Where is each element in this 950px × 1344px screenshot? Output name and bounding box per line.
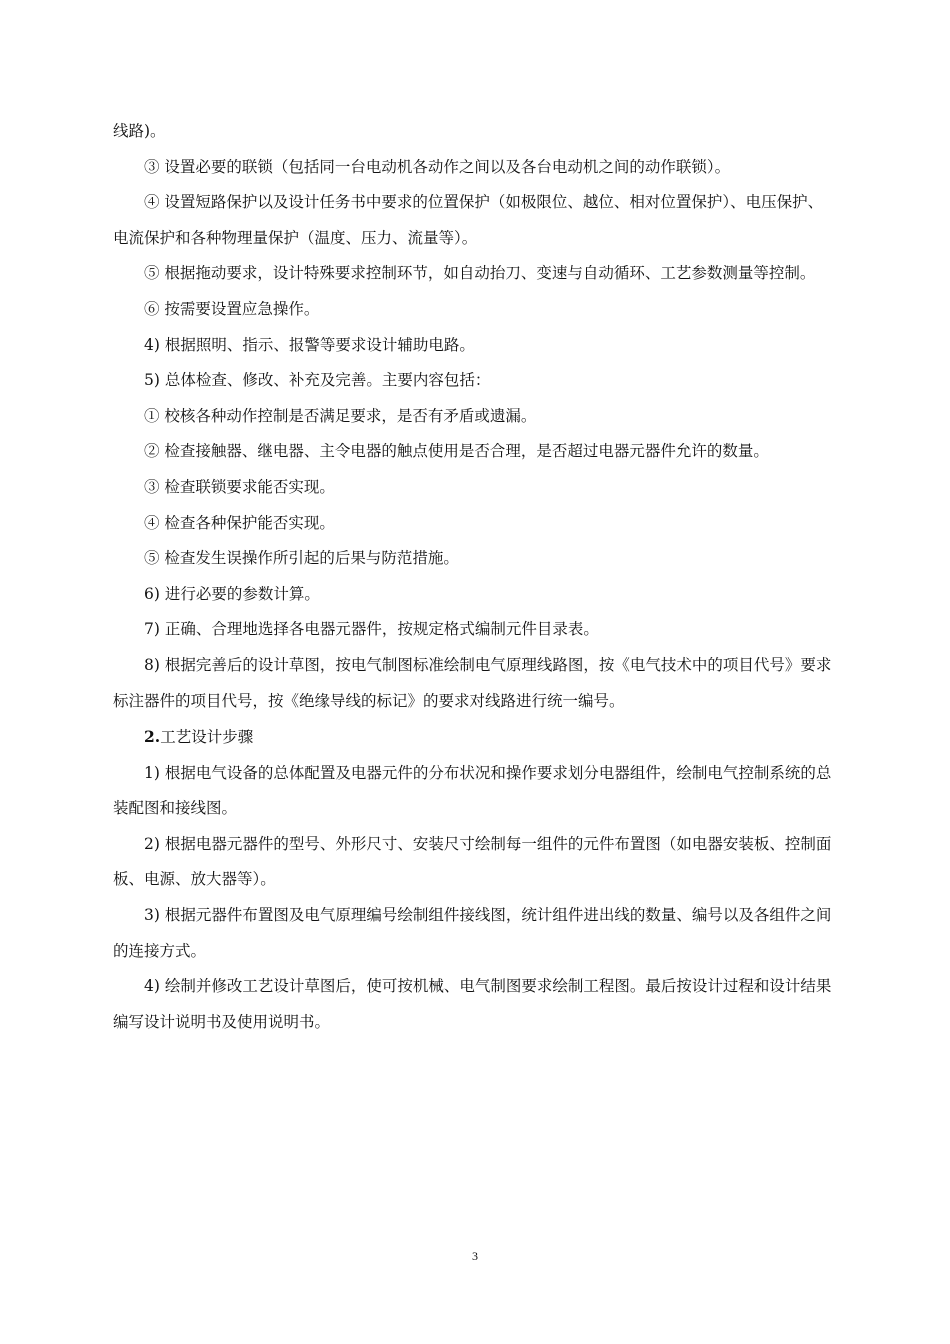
paragraph: 2) 根据电器元器件的型号、外形尺寸、安装尺寸绘制每一组件的元件布置图（如电器安装板、控制面板、电源、放大器等）。 bbox=[113, 834, 832, 889]
page-number: 3 bbox=[472, 1249, 478, 1263]
paragraph: 7) 正确、合理地选择各电器元器件，按规定格式编制元件目录表。 bbox=[144, 620, 599, 639]
paragraph: 3) 根据元器件布置图及电气原理编号绘制组件接线图，统计组件进出线的数量、编号以及各组件之间的连接方式。 bbox=[113, 906, 832, 960]
paragraph: ⑥ 按需要设置应急操作。 bbox=[144, 299, 320, 318]
paragraph: ④ 设置短路保护以及设计任务书中要求的位置保护（如极限位、越位、相对位置保护）、电压保护、电流保护和各种物理量保护（温度、压力、流量等）。 bbox=[113, 193, 824, 247]
paragraph: ② 检查接触器、继电器、主令电器的触点使用是否合理，是否超过电器元器件允许的数量。 bbox=[144, 442, 769, 461]
paragraph: 线路)。 bbox=[113, 122, 166, 140]
paragraph: ③ 设置必要的联锁（包括同一台电动机各动作之间以及各台电动机之间的动作联锁）。 bbox=[144, 157, 731, 176]
paragraph: ④ 检查各种保护能否实现。 bbox=[144, 513, 335, 532]
paragraph: 4) 绘制并修改工艺设计草图后，使可按机械、电气制图要求绘制工程图。最后按设计过程和设计结果编写设计说明书及使用说明书。 bbox=[113, 977, 832, 1031]
paragraph: ① 校核各种动作控制是否满足要求，是否有矛盾或遗漏。 bbox=[144, 406, 537, 425]
paragraph: 4) 根据照明、指示、报警等要求设计辅助电路。 bbox=[144, 335, 475, 354]
section-heading bbox=[113, 719, 838, 756]
paragraph: ⑤ 检查发生误操作所引起的后果与防范措施。 bbox=[144, 549, 459, 568]
paragraph: ⑤ 根据拖动要求，设计特殊要求控制环节，如自动抬刀、变速与自动循环、工艺参数测量等控制。 bbox=[144, 264, 816, 283]
section-heading-text: 工艺设计步骤 bbox=[160, 728, 254, 747]
paragraph: ③ 检查联锁要求能否实现。 bbox=[144, 477, 335, 496]
paragraph: 6) 进行必要的参数计算。 bbox=[144, 584, 320, 603]
paragraph: 8) 根据完善后的设计草图，按电气制图标准绘制电气原理线路图，按《电气技术中的项目代号》要求标注器件的项目代号，按《绝缘导线的标记》的要求对线路进行统一编号。 bbox=[113, 655, 832, 710]
section-number: 2. bbox=[144, 727, 161, 747]
paragraph: 1) 根据电气设备的总体配置及电器元件的分布状况和操作要求划分电器组件，绘制电气控制系统的总装配图和接线图。 bbox=[113, 763, 832, 818]
document-body bbox=[113, 114, 838, 1040]
paragraph: 5) 总体检查、修改、补充及完善。主要内容包括： bbox=[144, 371, 491, 390]
